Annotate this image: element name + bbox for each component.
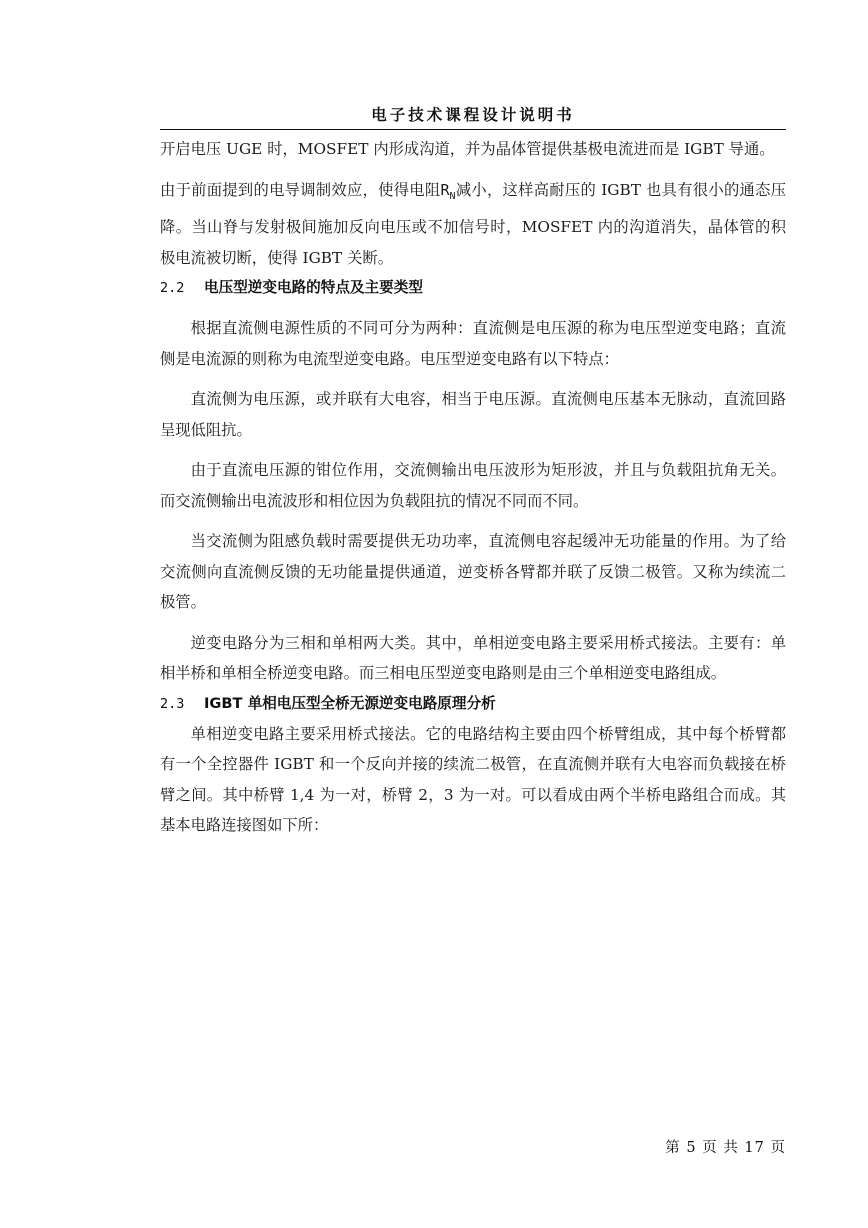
paragraph-dc-side: 直流侧为电压源，或并联有大电容，相当于电压源。直流侧电压基本无脉动，直流回路呈现低阻抗。 [160,390,786,439]
resistance-symbol: $R_N$ [440,180,456,202]
paragraph-text-before: 由于前面提到的电导调制效应，使得电阻 [160,180,441,199]
section-number: 2.3 [160,695,185,712]
page-number: 第 5 页 共 17 页 [665,1140,786,1156]
section-heading-2-3 [160,689,786,719]
paragraph-text-after: 减小，这样高耐压的 IGBT 也具有很小的通态压降。当山脊与发射极间施加反向电压或不加信号时，MOSFET 内的沟道消失，晶体管的积极电流被切断，使得 IGBT 关断。 [160,180,786,267]
paragraph-conductivity-modulation [160,175,786,274]
section-heading-2-2 [160,273,786,303]
section-number: 2.2 [160,280,185,296]
section-title: 电压型逆变电路的特点及主要类型 [204,279,423,296]
paragraph-phase-classification: 逆变电路分为三相和单相两大类。其中，单相逆变电路主要采用桥式接法。主要有：单相半桥和单相全桥逆变电路。而三相电压型逆变电路则是由三个单相逆变电路组成。 [160,633,786,682]
paragraph-full-bridge: 单相逆变电路主要采用桥式接法。它的电路结构主要由四个桥臂组成，其中每个桥臂都有一个全控器件 IGBT 和一个反向并接的续流二极管，在直流侧并联有大电容而负载接在桥臂之间。其中桥臂 1,4 为一对，桥臂 2，3 为一对。可以看成由两个半桥电路组合而成。其基本电路连接图如下所： [160,724,786,834]
section-title: IGBT 单相电压型全桥无源逆变电路原理分析 [204,694,496,712]
body-text [160,134,786,841]
paragraph-reactive-power: 当交流侧为阻感负载时需要提供无功功率，直流侧电容起缓冲无功能量的作用。为了给交流侧向直流侧反馈的无功能量提供通道，逆变桥各臂都并联了反馈二极管。又称为续流二极管。 [160,532,786,611]
running-header-title: 电子技术课程设计说明书 [371,106,575,124]
paragraph-ac-output: 由于直流电压源的钳位作用，交流侧输出电压波形为矩形波，并且与负载阻抗角无关。而交流侧输出电流波形和相位因为负载阻抗的情况不同而不同。 [160,461,786,510]
header-divider [160,129,786,130]
paragraph-inverter-types: 根据直流侧电源性质的不同可分为两种：直流侧是电压源的称为电压型逆变电路；直流侧是电流源的则称为电流型逆变电路。电压型逆变电路有以下特点： [160,319,786,368]
paragraph-continuation: 开启电压 UGE 时，MOSFET 内形成沟道，并为晶体管提供基极电流进而是 IGBT 导通。 [160,140,775,158]
